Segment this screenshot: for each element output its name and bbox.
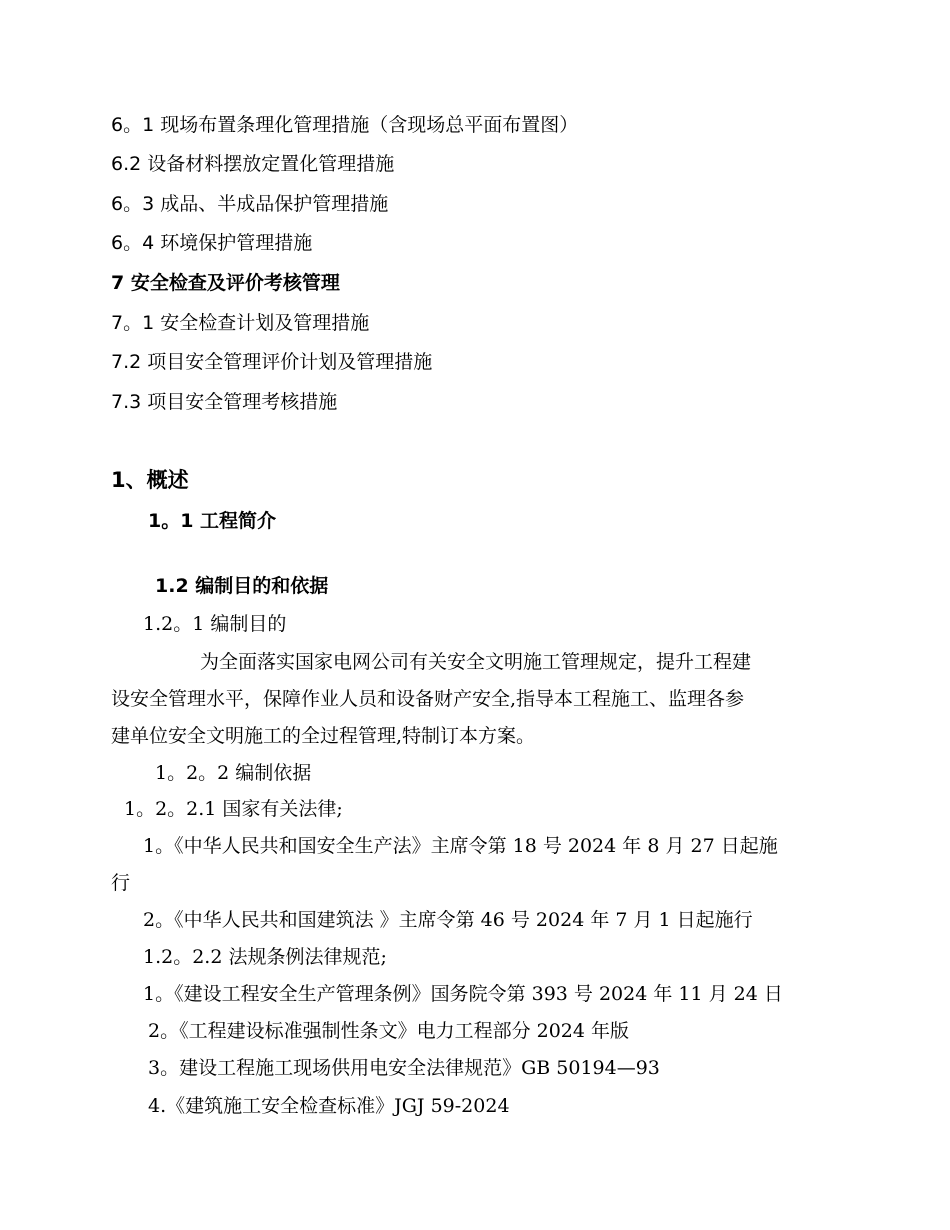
subsection-heading: 1.2 编制目的和依据: [155, 575, 329, 597]
toc-item: 7.2 项目安全管理评价计划及管理措施: [111, 351, 433, 373]
paragraph-line: 建单位安全文明施工的全过程管理,特制订本方案。: [111, 725, 536, 747]
list-item: 2。《工程建设标准强制性条文》电力工程部分 2024 年版: [148, 1020, 630, 1042]
section-heading: 1、概述: [111, 468, 189, 492]
toc-item: 6。3 成品、半成品保护管理措施: [111, 193, 389, 215]
list-heading: 1.2。2.2 法规条例法律规范;: [143, 946, 387, 968]
list-item: 1。《建设工程安全生产管理条例》国务院令第 393 号 2024 年 11 月 24 日: [143, 983, 783, 1005]
list-item: 行: [111, 872, 131, 894]
sub-subsection-heading: 1。2。2 编制依据: [155, 762, 312, 784]
list-heading: 1。2。2.1 国家有关法律;: [124, 798, 343, 820]
subsection-heading: 1。1 工程简介: [148, 510, 277, 532]
toc-item: 7。1 安全检查计划及管理措施: [111, 312, 370, 334]
paragraph-line: 设安全管理水平，保障作业人员和设备财产安全,指导本工程施工、监理各参: [111, 688, 745, 710]
toc-item: 7.3 项目安全管理考核措施: [111, 391, 338, 413]
sub-subsection-heading: 1.2。1 编制目的: [143, 613, 287, 635]
paragraph-line: 为全面落实国家电网公司有关安全文明施工管理规定，提升工程建: [200, 651, 752, 673]
list-item: 2。《中华人民共和国建筑法 》主席令第 46 号 2024 年 7 月 1 日起施行: [143, 909, 753, 931]
toc-item: 6.2 设备材料摆放定置化管理措施: [111, 153, 395, 175]
list-item: 4.《建筑施工安全检查标准》JGJ 59-2024: [148, 1095, 510, 1117]
toc-item: 7 安全检查及评价考核管理: [111, 272, 340, 294]
toc-item: 6。1 现场布置条理化管理措施（含现场总平面布置图）: [111, 114, 579, 136]
toc-item: 6。4 环境保护管理措施: [111, 232, 313, 254]
list-item: 3。建设工程施工现场供用电安全法律规范》GB 50194—93: [148, 1057, 660, 1079]
list-item: 1。《中华人民共和国安全生产法》主席令第 18 号 2024 年 8 月 27 日起施: [143, 835, 778, 857]
